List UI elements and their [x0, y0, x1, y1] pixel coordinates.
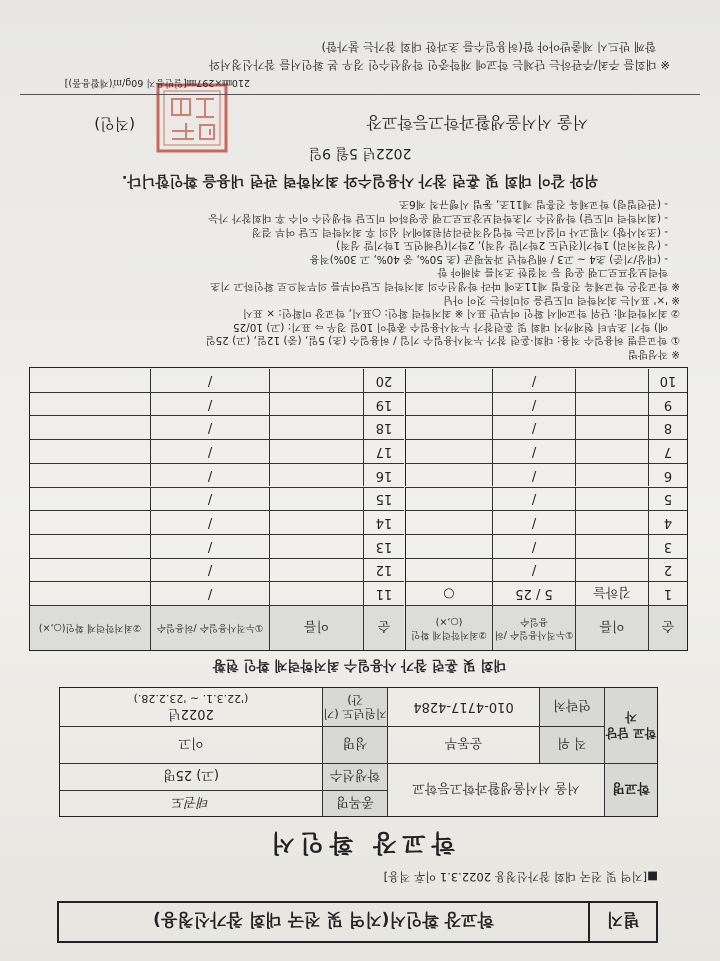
- table-cell: [30, 439, 150, 463]
- school-info-table: [59, 687, 658, 817]
- col-header-num: 순: [648, 605, 687, 650]
- table-cell: [405, 558, 492, 582]
- student-count-value: (고) 25명: [60, 763, 322, 790]
- school-name: 서울 서서울생활과학고등학교: [387, 763, 604, 816]
- table-cell: 11: [363, 581, 404, 605]
- table-cell: 16: [363, 463, 404, 487]
- table-cell: 12: [363, 558, 404, 582]
- table-cell: [405, 510, 492, 534]
- table-cell: [575, 463, 648, 487]
- table-cell: 18: [363, 415, 404, 439]
- period-range: ('22.3.1. ~ '23.2.28.): [133, 692, 249, 705]
- table-cell: /: [150, 415, 269, 439]
- period-label: 지원년도 (기간): [322, 688, 387, 726]
- note-line: - (대상/기준) 초4 ~ 고3 / 해당학년 과목평균 (초 50%, 중 40%, 고 30%)적용: [309, 252, 668, 265]
- table-cell: 5 / 25: [492, 581, 575, 605]
- col-header-num-2: 순: [363, 605, 404, 650]
- table-cell: [269, 534, 363, 558]
- note-line: - (관련법령) 학교체육 진흥법 제11조, 동법 시행규칙 제6조: [399, 198, 668, 211]
- note-line: - (조치사항) 지필고사 미실시교는 학업성적관리위원회에서 심의 후 최저학력 도달 여부 결정: [251, 225, 668, 238]
- event-value: 태권도: [60, 790, 322, 816]
- table-cell: /: [492, 534, 575, 558]
- school-label: 학교명: [604, 763, 657, 816]
- position-value: 운동부: [387, 726, 539, 763]
- note-line: ※ 학교장은 학교체육 진흥법 제11조에 따라 학생선수의 최저학력 도달여부를 의무적으로 확인하고 기초: [210, 280, 680, 292]
- table-cell: [269, 369, 363, 392]
- table-cell: /: [150, 463, 269, 487]
- table-cell: [575, 392, 648, 416]
- table-cell: [269, 463, 363, 487]
- note-line: ※ 작성방법: [627, 348, 680, 360]
- table-cell: [575, 439, 648, 463]
- table-cell: [30, 463, 150, 487]
- table-cell: [269, 415, 363, 439]
- table-caption: 대회 및 훈련 참가 사용일수 최저학력제 확인 현황: [212, 657, 507, 673]
- note-line: ① 학교급별 허용일수 적용: 대회·훈련 참가 누적사용일수 기입 / 허용일수 (초) 5일, (중) 12일, (고) 25일: [205, 334, 680, 347]
- col-header-name: 이름: [575, 605, 648, 650]
- table-cell: [575, 415, 648, 439]
- table-cell: [575, 487, 648, 511]
- form-title: 학교장 확인서(지역 및 전국 대회 참가신청용): [153, 909, 494, 930]
- table-cell: [405, 392, 492, 416]
- coach-label: 학교 담당자: [604, 688, 657, 763]
- table-cell: /: [150, 510, 269, 534]
- applies-note: ■[지역 및 전국 대회 참가신청용 2022.3.1 이후 적용]: [383, 870, 658, 884]
- participation-table: [29, 367, 688, 651]
- col-header-used: ①누적사용일수 /허용일수: [492, 605, 575, 650]
- table-cell: 9: [648, 392, 687, 416]
- col-header-confirm-2: ②최저학력제 확인(○,×): [30, 605, 150, 650]
- table-cell: /: [150, 392, 269, 416]
- event-label: 종목명: [322, 790, 387, 816]
- table-cell: /: [492, 392, 575, 416]
- table-cell: 14: [363, 510, 404, 534]
- student-count-label: 학생선수: [322, 763, 387, 790]
- note-line: - (최저학력 미도달) 학생선수 기초학력보장프로그램 운영하여 미도달 학생선수 이수 후 대회참가 가능: [208, 212, 668, 224]
- table-cell: /: [150, 369, 269, 392]
- table-cell: [30, 392, 150, 416]
- table-cell: /: [492, 439, 575, 463]
- notes-block: [30, 163, 690, 363]
- table-cell: [269, 487, 363, 511]
- table-cell: [575, 534, 648, 558]
- table-cell: [575, 510, 648, 534]
- table-cell: [269, 581, 363, 605]
- table-cell: 1: [648, 581, 687, 605]
- name-label: 성명: [322, 726, 387, 763]
- col-header-used-2: ①누적사용일수 /허용일수: [150, 605, 269, 650]
- official-seal: [154, 81, 230, 155]
- table-cell: [405, 534, 492, 558]
- principal-name: 서울 서서울생활과학고등학교장: [366, 113, 588, 132]
- table-body: [30, 368, 687, 605]
- table-cell: [30, 510, 150, 534]
- contact-value: 010-4717-4284: [387, 688, 539, 726]
- note-line: ※ '×' 표시는 최저학력 미도달을 의미하는 것이 아님: [443, 293, 680, 306]
- table-cell: [30, 534, 150, 558]
- table-cell: 13: [363, 534, 404, 558]
- table-cell: [30, 415, 150, 439]
- table-cell: /: [150, 487, 269, 511]
- title-bar: [57, 901, 658, 943]
- table-cell: 17: [363, 439, 404, 463]
- table-cell: 6: [648, 463, 687, 487]
- footer-rule: [20, 94, 700, 95]
- table-cell: [575, 558, 648, 582]
- table-cell: /: [492, 487, 575, 511]
- paper-spec: 210㎜×297㎜[일반용지 60g/㎡(재활용품)]: [64, 77, 250, 88]
- table-cell: 15: [363, 487, 404, 511]
- bottom-note-2: 함께 반드시 제출받아야 함(허용일수를 초과한 대회 참가는 불가함): [321, 40, 656, 54]
- table-cell: [269, 392, 363, 416]
- col-header-name-2: 이름: [269, 605, 363, 650]
- note-line: - (성적처리) 1학기(전년도 2학기말 성적), 2학기(당해연도 1학기말 성적): [336, 239, 668, 252]
- name-value: 이고: [60, 726, 322, 763]
- col-header-confirm: ②최저학력제 확인(○,×): [405, 605, 492, 650]
- period-year: 2022년: [168, 706, 214, 721]
- table-cell: ○: [405, 581, 492, 605]
- document-title: 학교장 확인서: [265, 829, 455, 858]
- table-cell: [269, 558, 363, 582]
- table-cell: [269, 510, 363, 534]
- confirm-statement: 위와 같이 대회 및 훈련 참가 사용일수와 최저학력 관련 내용을 확인합니다.: [121, 172, 599, 189]
- table-cell: /: [150, 581, 269, 605]
- bottom-note-1: ※ 대회를 주최/주관하는 단체는 학교에 재학중인 학생선수인 경우 본 확인서를 참가신청서와: [208, 58, 670, 72]
- table-cell: [405, 487, 492, 511]
- table-cell: [405, 415, 492, 439]
- table-cell: 4: [648, 510, 687, 534]
- table-cell: /: [492, 510, 575, 534]
- table-cell: 19: [363, 392, 404, 416]
- table-cell: /: [492, 463, 575, 487]
- table-cell: /: [150, 439, 269, 463]
- table-cell: 5: [648, 487, 687, 511]
- table-cell: 2: [648, 558, 687, 582]
- position-label: 직 위: [539, 726, 604, 763]
- date: 2022년 5월 9일: [308, 145, 412, 161]
- table-cell: 8: [648, 415, 687, 439]
- note-line: 예) 학기 초부터 현재까지 대회 및 훈련참가 누적사용일수 총합이 10일 경우 ⇨ 표기: (고) 10/25: [233, 320, 668, 333]
- table-cell: /: [492, 415, 575, 439]
- table-cell: [269, 439, 363, 463]
- table-cell: 10: [648, 369, 687, 392]
- table-cell: /: [492, 558, 575, 582]
- seal-mark: (직인): [94, 115, 135, 133]
- table-cell: 7: [648, 439, 687, 463]
- table-cell: 3: [648, 534, 687, 558]
- table-cell: [405, 369, 492, 392]
- note-line: 학력보장프로그램 운영 등 적절한 조치를 취해야 함: [437, 266, 668, 279]
- contact-label: 연락처: [539, 688, 604, 726]
- period-cell: [60, 688, 322, 726]
- table-cell: [405, 463, 492, 487]
- table-cell: [30, 581, 150, 605]
- table-cell: [30, 558, 150, 582]
- table-cell: /: [150, 558, 269, 582]
- table-cell: [30, 369, 150, 392]
- form-tag: 별지: [588, 903, 656, 941]
- table-cell: [405, 439, 492, 463]
- table-cell: 20: [363, 369, 404, 392]
- note-line: ② 최저학력제: 단위 학교에서 확인 여부만 표시 ※ 최저학력 확인: ○표시, 학교장 미확인: × 표시: [242, 307, 680, 320]
- official-seal-graphic: [154, 81, 230, 155]
- table-cell: /: [150, 534, 269, 558]
- table-cell: /: [492, 369, 575, 392]
- table-cell: [575, 369, 648, 392]
- table-cell: 김하늘: [575, 581, 648, 605]
- table-cell: [30, 487, 150, 511]
